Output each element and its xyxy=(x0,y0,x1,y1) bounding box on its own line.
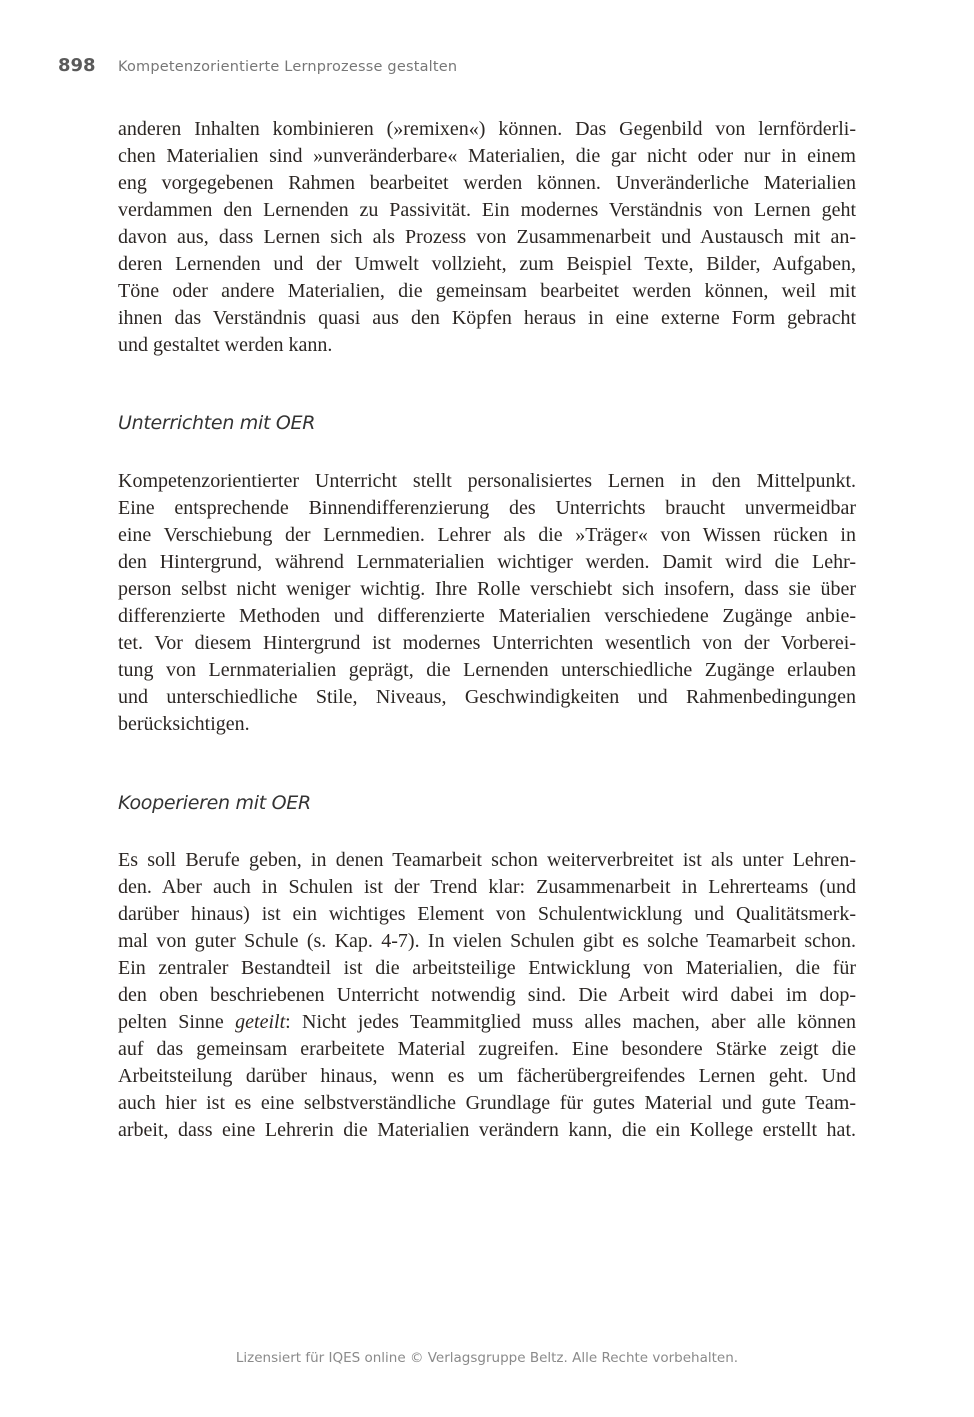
section-heading-kooperieren: Kooperieren mit OER xyxy=(118,792,311,814)
text-line: deren Lernenden und der Umwelt vollzieht, zum Beispiel Texte, Bilder, Aufgaben, xyxy=(118,253,856,275)
text-line: davon aus, dass Lernen sich als Prozess von Zusammenarbeit und Austausch mit an- xyxy=(118,226,856,248)
text-line: ihnen das Verständnis quasi aus den Köpfen heraus in eine externe Form gebracht xyxy=(118,307,856,329)
text-line: Es soll Berufe geben, in denen Teamarbeit schon weiterverbreitet ist als unter Lehren- xyxy=(118,849,856,871)
text-line: und unterschiedliche Stile, Niveaus, Geschwindigkeiten und Rahmenbedingungen xyxy=(118,686,856,708)
section-heading-unterrichten: Unterrichten mit OER xyxy=(118,412,316,434)
text-fragment: : Nicht jedes Teammitglied muss alles machen, aber alle können xyxy=(285,1011,856,1033)
text-line-with-emphasis xyxy=(118,1009,856,1036)
text-line: den. Aber auch in Schulen ist der Trend klar: Zusammenarbeit in Lehrerteams (und xyxy=(118,876,856,898)
text-line: Eine entsprechende Binnendifferenzierung des Unterrichts braucht unvermeidbar xyxy=(118,497,856,519)
text-line: verdammen den Lernenden zu Passivität. Ein modernes Verständnis von Lernen geht xyxy=(118,199,856,221)
text-line: chen Materialien sind »unveränderbare« Materialien, die gar nicht oder nur in einem xyxy=(118,145,856,167)
text-fragment: pelten Sinne xyxy=(118,1011,236,1033)
text-line: person selbst nicht weniger wichtig. Ihre Rolle verschiebt sich insofern, dass sie über xyxy=(118,578,856,600)
paragraph-unterrichten xyxy=(118,468,856,738)
license-footer: Lizensiert für IQES online © Verlagsgruppe Beltz. Alle Rechte vorbehalten. xyxy=(235,1350,739,1366)
text-line: auf das gemeinsam erarbeitete Material zugreifen. Eine besondere Stärke zeigt die xyxy=(118,1038,856,1060)
text-line: arbeit, dass eine Lehrerin die Materialien verändern kann, die ein Kollege erstellt hat. xyxy=(118,1119,856,1141)
text-line: Kompetenzorientierter Unterricht stellt personalisiertes Lernen in den Mittelpunkt. xyxy=(118,470,856,492)
running-head xyxy=(58,55,457,81)
text-line: darüber hinaus) ist ein wichtiges Element von Schulentwicklung und Qualitätsmerk- xyxy=(118,903,856,925)
text-line: eng vorgegebenen Rahmen bearbeitet werden können. Unveränderliche Materialien xyxy=(118,172,856,194)
paragraph-kooperieren xyxy=(118,847,856,1144)
text-line: berücksichtigen. xyxy=(118,713,250,735)
text-line: differenzierte Methoden und differenzierte Materialien verschiedene Zugänge anbie- xyxy=(118,605,856,627)
paragraph-intro xyxy=(118,116,856,359)
page-number: 898 xyxy=(58,55,96,76)
text-line: mal von guter Schule (s. Kap. 4-7). In vielen Schulen gibt es solche Teamarbeit schon. xyxy=(118,930,856,952)
text-line: den Hintergrund, während Lernmaterialien wichtiger werden. Damit wird die Lehr- xyxy=(118,551,856,573)
text-line: Arbeitsteilung darüber hinaus, wenn es um fächerübergreifendes Lernen geht. Und xyxy=(118,1065,856,1087)
emphasis-geteilt: geteilt xyxy=(235,1011,286,1033)
text-line: tung von Lernmaterialien geprägt, die Lernenden unterschiedliche Zugänge erlauben xyxy=(118,659,856,681)
text-line: eine Verschiebung der Lernmedien. Lehrer als die »Träger« von Wissen rücken in xyxy=(118,524,856,546)
text-line: tet. Vor diesem Hintergrund ist modernes Unterrichten wesentlich von der Vorberei- xyxy=(118,632,856,654)
text-line: auch hier ist es eine selbstverständliche Grundlage für gutes Material und gute Team- xyxy=(118,1092,856,1114)
text-line: den oben beschriebenen Unterricht notwendig sind. Die Arbeit wird dabei im dop- xyxy=(118,984,856,1006)
text-line: anderen Inhalten kombinieren (»remixen«) können. Das Gegenbild von lernförderli- xyxy=(118,118,856,140)
text-line: Töne oder andere Materialien, die gemeinsam bearbeitet werden können, weil mit xyxy=(118,280,856,302)
running-title: Kompetenzorientierte Lernprozesse gestalten xyxy=(118,59,458,75)
text-line: und gestaltet werden kann. xyxy=(118,334,333,356)
text-line: Ein zentraler Bestandteil ist die arbeitsteilige Entwicklung von Materialien, die für xyxy=(118,957,856,979)
